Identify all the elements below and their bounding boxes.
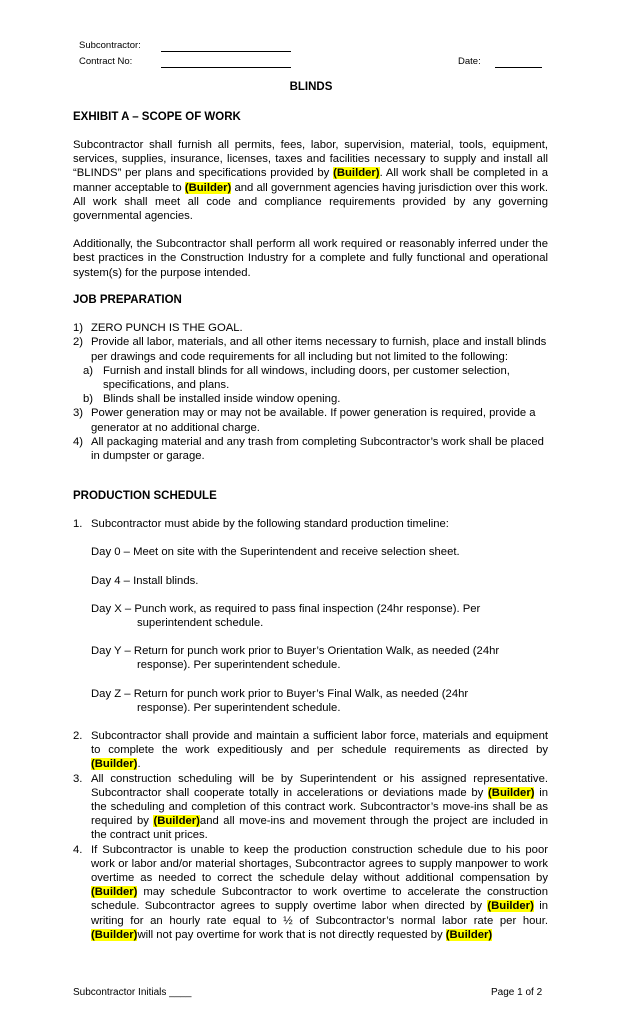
builder-highlight: (Builder) [488, 786, 535, 799]
list-item: 2. Subcontractor shall provide and maintain a sufficient labor force, materials and equipment to complete the work expeditiously and per schedule requirements as directed by (Builder). [73, 730, 548, 771]
list-item: b) Blinds shall be installed inside window opening. [83, 393, 341, 406]
job-prep-heading: JOB PREPARATION [73, 294, 182, 306]
timeline-day-x: Day X – Punch work, as required to pass final inspection (24hr response). Per superintendent schedule. [91, 602, 481, 630]
builder-highlight: (Builder) [445, 928, 493, 941]
timeline-day-y: Day Y – Return for punch work prior to Buyer’s Orientation Walk, as needed (24hr response). Per superintendent schedule. [91, 645, 500, 672]
list-item: 1) ZERO PUNCH IS THE GOAL. [73, 322, 243, 335]
date-label: Date: [458, 56, 481, 67]
list-item: 4) All packaging material and any trash from completing Subcontractor’s work shall be placed in dumpster or garage. [73, 435, 544, 463]
scope-paragraph-1: Subcontractor shall furnish all permits, fees, labor, supervision, material, tools, equipment, services, supplies, insurance, licenses, taxes and facilities necessary to supply and install all “BLINDS” per plans and specifications provided by (Builder). All work shall be completed in a manner acceptable to (Builder) and all government agencies having jurisdiction over this work. All work shall meet all code and compliance requirements provided by any governing governmental agencies. [73, 139, 548, 223]
builder-highlight: (Builder) [184, 181, 232, 194]
list-item: 2) Provide all labor, materials, and all other items necessary to furnish, place and install blinds per drawings and code requirements for all including but not limited to the following: [73, 336, 547, 363]
builder-highlight: (Builder) [91, 758, 138, 771]
builder-highlight: (Builder) [91, 886, 138, 899]
scope-section [73, 138, 548, 280]
page-number: Page 1 of 2 [491, 987, 543, 998]
production-section [73, 489, 548, 942]
list-item: 3) Power generation may or may not be available. If power generation is required, provide a generator at no additional charge. [73, 407, 536, 434]
list-item: 4. If Subcontractor is unable to keep the production construction schedule due to his poor work or labor and/or material shortages, Subcontractor agrees to supply manpower to work overtime as needed to correct the schedule delay without additional compensation by (Builder) may schedule Subcontractor to work overtime to accelerate the construction schedule. Subcontractor agrees to supply overtime labor when directed by (Builder) in writing for an hourly rate equal to ½ of Subcontractor’s normal labor rate per hour. (Builder)will not pay overtime for work that is not directly requested by (Builder) [73, 843, 548, 941]
contract-no-field[interactable] [161, 67, 291, 68]
scope-paragraph-2: Additionally, the Subcontractor shall perform all work required or reasonably inferred under the best practices in the Construction Industry for a complete and fully functional and operational system(s) for the purpose intended. [73, 238, 548, 279]
builder-highlight: (Builder) [91, 928, 138, 941]
subcontractor-label: Subcontractor: [79, 40, 141, 51]
contract-no-label: Contract No: [79, 56, 133, 67]
builder-highlight: (Builder) [487, 900, 534, 913]
list-item: 1. Subcontractor must abide by the following standard production timeline: [73, 518, 449, 531]
document-title: BLINDS [289, 81, 333, 93]
exhibit-heading: EXHIBIT A – SCOPE OF WORK [73, 111, 241, 123]
list-item: 3. All construction scheduling will be by Superintendent or his assigned representative. Subcontractor shall cooperate totally in accelerations or deviations made by (Builder) in the scheduling and completion of this contract work. Subcontractor’s move-ins shall be as required by (Builder)and all move-ins and movement through the project are included in the contract unit prices. [73, 772, 549, 842]
timeline-day-0: Day 0 – Meet on site with the Superintendent and receive selection sheet. [91, 546, 460, 559]
job-prep-section [73, 293, 548, 463]
list-item: a) Furnish and install blinds for all windows, including doors, per customer selection, specifications, and plans. [83, 364, 510, 392]
subcontractor-field[interactable] [161, 51, 291, 52]
production-heading: PRODUCTION SCHEDULE [73, 490, 217, 502]
timeline-day-z: Day Z – Return for punch work prior to Buyer’s Final Walk, as needed (24hr response). Per superintendent schedule. [91, 687, 469, 714]
builder-highlight: (Builder) [333, 167, 380, 180]
date-field[interactable] [495, 67, 542, 68]
initials-footer: Subcontractor Initials ____ [73, 987, 192, 998]
builder-highlight: (Builder) [153, 815, 200, 828]
timeline-day-4: Day 4 – Install blinds. [91, 574, 199, 587]
